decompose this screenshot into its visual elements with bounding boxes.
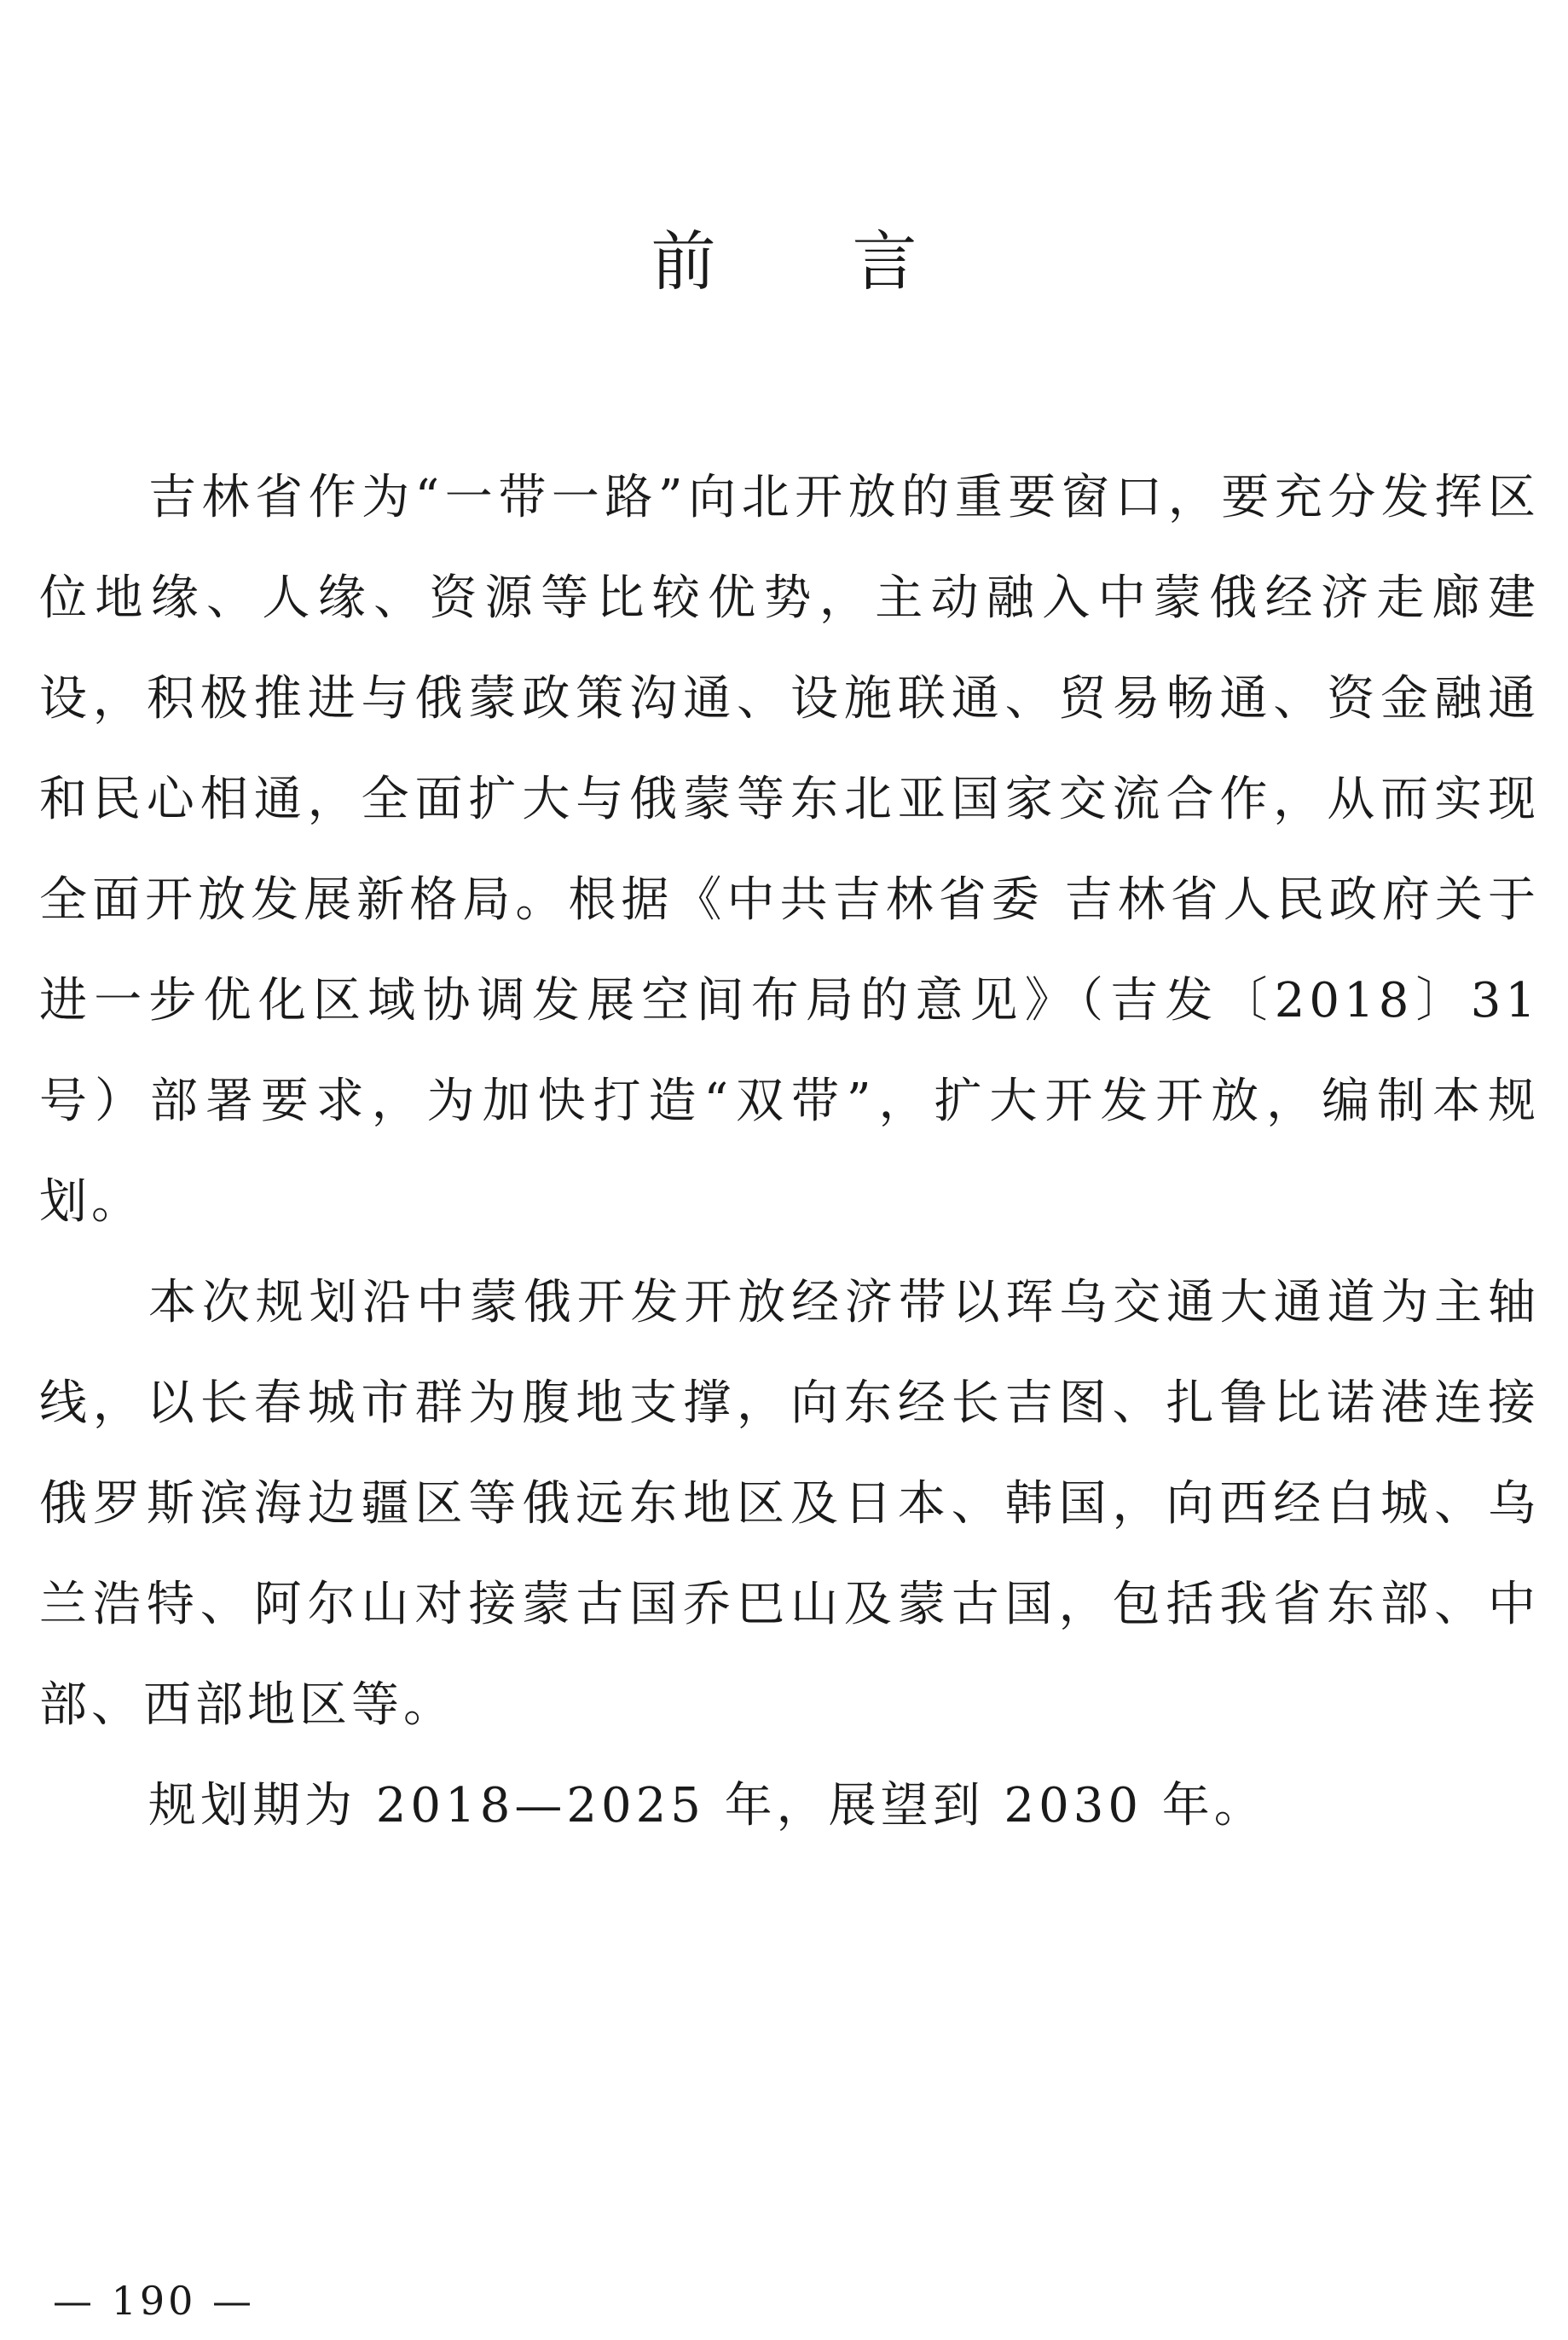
page-title: 前言 (651, 223, 1054, 299)
paragraph-period: 规划期为 2018—2025 年，展望到 2030 年。 (148, 1778, 1266, 1833)
paragraph-scope: 本次规划沿中蒙俄开发开放经济带以珲乌交通大通道为主轴线，以长春城市群为腹地支撑，向东经长吉图、扎鲁比诺港连接俄罗斯滨海边疆区等俄远东地区及日本、韩国，向西经白城、乌兰浩特、阿尔山对接蒙古国乔巴山及蒙古国，包括我省东部、中部、西部地区等。 (39, 1275, 1540, 1733)
paragraph-intro: 吉林省作为“一带一路”向北开放的重要窗口，要充分发挥区位地缘、人缘、资源等比较优势，主动融入中蒙俄经济走廊建设，积极推进与俄蒙政策沟通、设施联通、贸易畅通、资金融通和民心相通，全面扩大与俄蒙等东北亚国家交流合作，从而实现全面开放发展新格局。根据《中共吉林省委 吉林省人民政府关于进一步优化区域协调发展空间布局的意见》（吉发〔2018〕31号）部署要求，为加快打造“双带”，扩大开发开放，编制本规划。 (39, 470, 1540, 1230)
page-number: — 190 — (53, 2278, 256, 2324)
body-text (39, 448, 1540, 1856)
